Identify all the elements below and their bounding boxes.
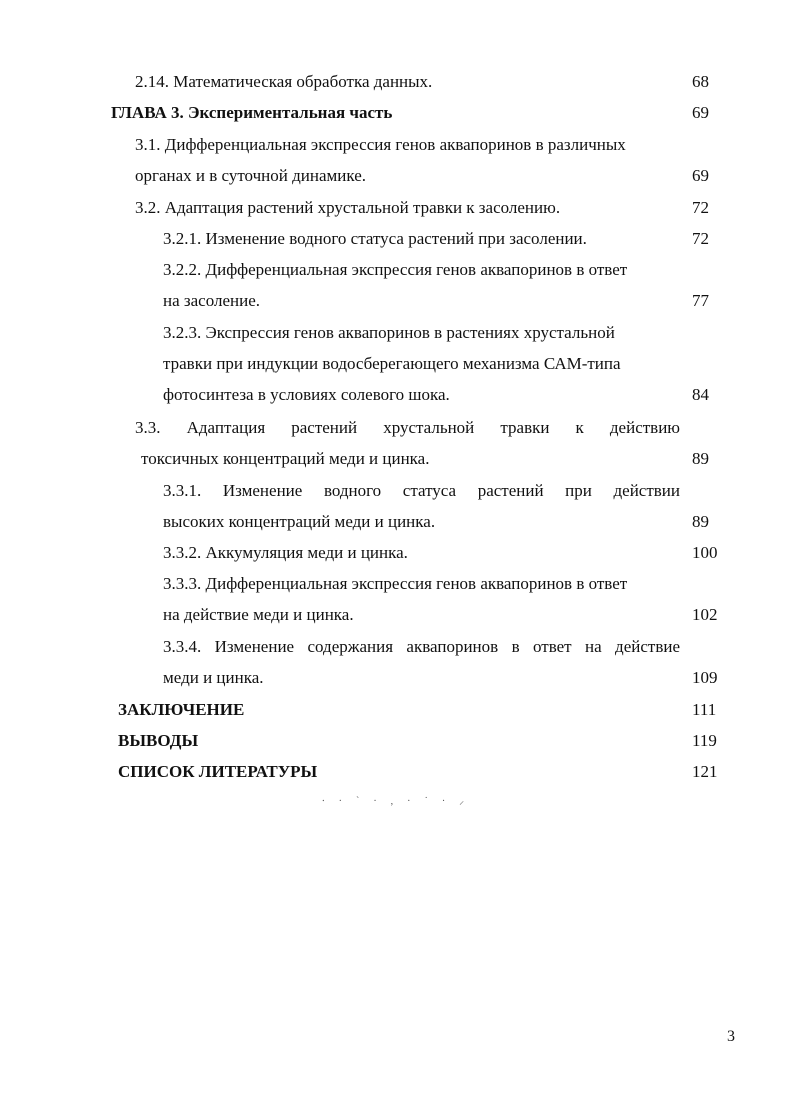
toc-page-findings: 119 xyxy=(692,731,717,750)
toc-entry-3-1-line1: 3.1. Дифференциальная экспрессия генов аквапоринов в различных xyxy=(135,135,626,154)
toc-page-chapter-3: 69 xyxy=(692,103,709,122)
toc-entry-3-2-2-line1: 3.2.2. Дифференциальная экспрессия генов аквапоринов в ответ xyxy=(163,260,628,279)
toc-entry-3-2-3-line2: травки при индукции водосберегающего механизма САМ-типа xyxy=(163,354,621,373)
toc-entry-3-3-3-line2: на действие меди и цинка. xyxy=(163,605,354,624)
toc-entry-3-3-4-line2: меди и цинка. xyxy=(163,668,264,687)
toc-page-3-1: 69 xyxy=(692,166,709,185)
toc-entry-3-2-1: 3.2.1. Изменение водного статуса растений при засолении. xyxy=(163,229,587,248)
toc-entry-3-1-line2: органах и в суточной динамике. xyxy=(135,166,366,185)
toc-findings-heading: ВЫВОДЫ xyxy=(118,731,199,750)
toc-entry-3-3-line2: токсичных концентраций меди и цинка. xyxy=(141,449,430,468)
toc-page-3-2: 72 xyxy=(692,198,709,217)
toc-page-references: 121 xyxy=(692,762,718,781)
toc-page-3-3-2: 100 xyxy=(692,543,718,562)
toc-entry-3-3-line1: 3.3. Адаптация растений хрустальной травки к действию xyxy=(135,418,680,437)
toc-page-3-3-1: 89 xyxy=(692,512,709,531)
toc-entry-3-3-1-line1: 3.3.1. Изменение водного статуса растений при действии xyxy=(163,481,680,500)
toc-entry-2-14: 2.14. Математическая обработка данных. xyxy=(135,72,433,91)
toc-page-3-3-3: 102 xyxy=(692,605,718,624)
toc-entry-3-2-3-line1: 3.2.3. Экспрессия генов аквапоринов в растениях хрустальной xyxy=(163,323,615,342)
toc-entry-3-2-2-line2: на засоление. xyxy=(163,291,260,310)
toc-page-3-3-4: 109 xyxy=(692,668,718,687)
toc-page-3-3: 89 xyxy=(692,449,709,468)
toc-conclusion-heading: ЗАКЛЮЧЕНИЕ xyxy=(118,700,245,719)
toc-references-heading: СПИСОК ЛИТЕРАТУРЫ xyxy=(118,762,318,781)
toc-page-3-2-3: 84 xyxy=(692,385,709,404)
toc-entry-3-3-3-line1: 3.3.3. Дифференциальная экспрессия генов аквапоринов в ответ xyxy=(163,574,628,593)
toc-entry-3-2-3-line3: фотосинтеза в условиях солевого шока. xyxy=(163,385,450,404)
toc-entry-3-2: 3.2. Адаптация растений хрустальной травки к засолению. xyxy=(135,198,561,217)
toc-page-2-14: 68 xyxy=(692,72,709,91)
toc-entry-3-3-2: 3.3.2. Аккумуляция меди и цинка. xyxy=(163,543,408,562)
scan-artifact: ⸱·`·,·˙·⸝ xyxy=(322,796,479,807)
toc-page-3-2-1: 72 xyxy=(692,229,709,248)
toc-page-3-2-2: 77 xyxy=(692,291,709,310)
toc-entry-3-3-1-line2: высоких концентраций меди и цинка. xyxy=(163,512,436,531)
toc-entry-3-3-4-line1: 3.3.4. Изменение содержания аквапоринов в ответ на действие xyxy=(163,637,680,656)
toc-chapter-3-heading: ГЛАВА 3. Экспериментальная часть xyxy=(111,103,393,122)
toc-page-conclusion: 111 xyxy=(692,700,717,719)
page-number: 3 xyxy=(727,1028,735,1045)
